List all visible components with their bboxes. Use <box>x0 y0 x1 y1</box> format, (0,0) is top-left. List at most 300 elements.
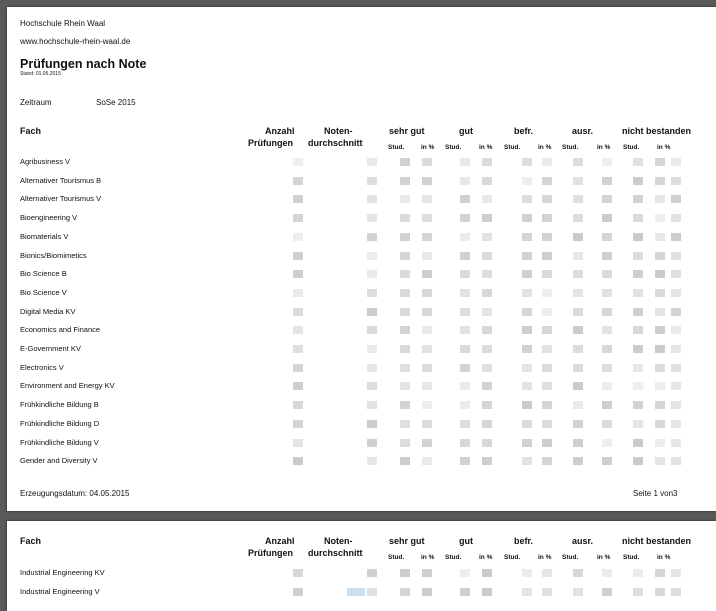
redacted-value-cell <box>422 326 432 334</box>
redacted-value-cell <box>482 177 492 185</box>
redacted-value-cell <box>671 270 681 278</box>
redacted-value-cell <box>671 326 681 334</box>
subheader-stud: Stud. <box>504 554 521 561</box>
redacted-value-cell <box>293 588 303 596</box>
redacted-value-cell <box>633 401 643 409</box>
col-befr: befr. <box>514 126 534 136</box>
redacted-value-cell <box>655 308 665 316</box>
redacted-value-cell <box>482 158 492 166</box>
redacted-value-cell <box>573 439 583 447</box>
redacted-value-cell <box>542 270 552 278</box>
redacted-value-cell <box>602 382 612 390</box>
redacted-value-cell <box>522 345 532 353</box>
redacted-value-cell <box>602 308 612 316</box>
redacted-value-cell <box>293 233 303 241</box>
row-fach-label: Industrial Engineering KV <box>20 568 105 577</box>
redacted-value-cell <box>671 382 681 390</box>
redacted-value-cell <box>671 177 681 185</box>
redacted-value-cell <box>633 289 643 297</box>
col-anzahl-line2: Prüfungen <box>248 548 293 558</box>
redacted-value-cell <box>460 588 470 596</box>
redacted-value-cell <box>655 195 665 203</box>
redacted-value-cell <box>422 588 432 596</box>
subheader-pct: in % <box>538 144 552 151</box>
redacted-value-cell <box>573 270 583 278</box>
redacted-value-cell <box>671 158 681 166</box>
redacted-value-cell <box>602 289 612 297</box>
redacted-value-cell <box>542 588 552 596</box>
redacted-value-cell <box>655 382 665 390</box>
redacted-value-cell <box>633 420 643 428</box>
redacted-value-cell <box>460 382 470 390</box>
col-sehr-gut: sehr gut <box>389 126 425 136</box>
subheader-pct: in % <box>657 144 671 151</box>
redacted-value-cell <box>655 569 665 577</box>
row-fach-label: Digital Media KV <box>20 306 76 316</box>
redacted-value-cell <box>422 252 432 260</box>
redacted-value-cell <box>655 588 665 596</box>
row-fach-label: Biomaterials V <box>20 231 69 241</box>
redacted-value-cell <box>367 569 377 577</box>
col-fach: Fach <box>20 126 42 136</box>
redacted-value-cell <box>482 382 492 390</box>
redacted-value-cell <box>542 439 552 447</box>
row-fach-label: Frühkindliche Bildung D <box>20 418 100 428</box>
redacted-value-cell <box>573 569 583 577</box>
redacted-value-cell <box>655 289 665 297</box>
redacted-value-cell <box>671 569 681 577</box>
col-ausr: ausr. <box>572 126 594 136</box>
redacted-value-cell <box>293 401 303 409</box>
subheader-stud: Stud. <box>562 554 579 561</box>
redacted-value-cell <box>367 439 377 447</box>
redacted-value-cell <box>655 401 665 409</box>
redacted-value-cell <box>671 401 681 409</box>
redacted-value-cell <box>633 364 643 372</box>
redacted-value-cell <box>367 308 377 316</box>
redacted-value-cell <box>573 214 583 222</box>
redacted-value-cell <box>460 195 470 203</box>
redacted-value-cell <box>602 158 612 166</box>
redacted-value-cell <box>422 382 432 390</box>
redacted-value-cell <box>602 439 612 447</box>
redacted-value-cell <box>400 439 410 447</box>
redacted-value-cell <box>522 214 532 222</box>
redacted-value-cell <box>422 345 432 353</box>
redacted-value-cell <box>522 420 532 428</box>
row-fach-label: Frühkindliche Bildung V <box>20 437 99 447</box>
highlighted-value-cell <box>347 588 365 596</box>
report-page-1 <box>7 7 716 511</box>
redacted-value-cell <box>400 364 410 372</box>
redacted-value-cell <box>367 177 377 185</box>
redacted-value-cell <box>460 233 470 241</box>
subheader-stud: Stud. <box>388 144 405 151</box>
row-fach-label: Economics and Finance <box>20 325 101 335</box>
redacted-value-cell <box>633 177 643 185</box>
subheader-pct: in % <box>479 554 493 561</box>
redacted-value-cell <box>422 420 432 428</box>
redacted-value-cell <box>542 195 552 203</box>
redacted-value-cell <box>460 308 470 316</box>
redacted-value-cell <box>522 195 532 203</box>
redacted-value-cell <box>573 420 583 428</box>
redacted-value-cell <box>602 364 612 372</box>
redacted-value-cell <box>400 195 410 203</box>
redacted-value-cell <box>482 569 492 577</box>
redacted-value-cell <box>573 308 583 316</box>
redacted-value-cell <box>422 233 432 241</box>
redacted-value-cell <box>400 326 410 334</box>
redacted-value-cell <box>633 308 643 316</box>
row-fach-label: Environment and Energy KV <box>20 381 115 391</box>
redacted-value-cell <box>633 569 643 577</box>
redacted-value-cell <box>400 233 410 241</box>
redacted-value-cell <box>422 195 432 203</box>
redacted-value-cell <box>671 588 681 596</box>
subheader-pct: in % <box>421 554 435 561</box>
redacted-value-cell <box>522 569 532 577</box>
redacted-value-cell <box>293 195 303 203</box>
redacted-value-cell <box>633 439 643 447</box>
subheader-stud: Stud. <box>623 144 640 151</box>
redacted-value-cell <box>573 382 583 390</box>
redacted-value-cell <box>293 420 303 428</box>
redacted-value-cell <box>602 270 612 278</box>
col-fach: Fach <box>20 536 42 546</box>
row-fach-label: Gender and Diversity V <box>20 456 98 466</box>
col-ausr: ausr. <box>572 536 594 546</box>
subheader-pct: in % <box>597 554 611 561</box>
redacted-value-cell <box>655 326 665 334</box>
row-fach-label: Frühkindliche Bildung B <box>20 400 99 410</box>
col-noten: Noten- <box>324 536 353 546</box>
redacted-value-cell <box>460 457 470 465</box>
redacted-value-cell <box>602 233 612 241</box>
redacted-value-cell <box>671 345 681 353</box>
redacted-value-cell <box>542 289 552 297</box>
redacted-value-cell <box>542 345 552 353</box>
redacted-value-cell <box>367 457 377 465</box>
redacted-value-cell <box>522 382 532 390</box>
redacted-value-cell <box>602 420 612 428</box>
redacted-value-cell <box>367 270 377 278</box>
redacted-value-cell <box>573 233 583 241</box>
subheader-stud: Stud. <box>562 144 579 151</box>
report-page-2 <box>7 521 716 611</box>
redacted-value-cell <box>573 401 583 409</box>
redacted-value-cell <box>367 401 377 409</box>
redacted-value-cell <box>422 439 432 447</box>
page-number: Seite 1 von3 <box>633 489 678 498</box>
report-title: Prüfungen nach Note <box>20 57 147 71</box>
subheader-pct: in % <box>597 144 611 151</box>
redacted-value-cell <box>542 177 552 185</box>
row-fach-label: Industrial Engineering V <box>20 586 100 596</box>
redacted-value-cell <box>522 177 532 185</box>
redacted-value-cell <box>633 214 643 222</box>
redacted-value-cell <box>422 308 432 316</box>
row-fach-label: Bioengineering V <box>20 213 78 223</box>
col-anzahl-line2: Prüfungen <box>248 138 293 148</box>
col-befr: befr. <box>514 536 534 546</box>
redacted-value-cell <box>542 214 552 222</box>
redacted-value-cell <box>422 401 432 409</box>
col-nicht-bestanden: nicht bestanden <box>622 536 692 546</box>
redacted-value-cell <box>400 345 410 353</box>
row-fach-label: Bionics/Biomimetics <box>20 250 87 260</box>
redacted-value-cell <box>400 158 410 166</box>
redacted-value-cell <box>602 588 612 596</box>
redacted-value-cell <box>460 177 470 185</box>
col-anzahl: Anzahl <box>265 536 295 546</box>
redacted-value-cell <box>655 177 665 185</box>
redacted-value-cell <box>460 289 470 297</box>
redacted-value-cell <box>655 364 665 372</box>
redacted-value-cell <box>293 439 303 447</box>
redacted-value-cell <box>482 420 492 428</box>
redacted-value-cell <box>482 588 492 596</box>
subheader-pct: in % <box>421 144 435 151</box>
redacted-value-cell <box>522 439 532 447</box>
stand-date: Stand: 01.05.2015 <box>20 71 61 77</box>
redacted-value-cell <box>367 588 377 596</box>
redacted-value-cell <box>573 195 583 203</box>
redacted-value-cell <box>367 345 377 353</box>
subheader-pct: in % <box>479 144 493 151</box>
redacted-value-cell <box>367 382 377 390</box>
redacted-value-cell <box>633 588 643 596</box>
redacted-value-cell <box>633 233 643 241</box>
redacted-value-cell <box>602 214 612 222</box>
redacted-value-cell <box>482 214 492 222</box>
redacted-value-cell <box>573 158 583 166</box>
redacted-value-cell <box>522 158 532 166</box>
redacted-value-cell <box>482 345 492 353</box>
redacted-value-cell <box>633 252 643 260</box>
redacted-value-cell <box>422 289 432 297</box>
redacted-value-cell <box>671 233 681 241</box>
redacted-value-cell <box>422 364 432 372</box>
redacted-value-cell <box>671 308 681 316</box>
col-noten-line2: durchschnitt <box>308 138 363 148</box>
redacted-value-cell <box>573 289 583 297</box>
redacted-value-cell <box>400 177 410 185</box>
redacted-value-cell <box>522 326 532 334</box>
redacted-value-cell <box>655 233 665 241</box>
redacted-value-cell <box>482 270 492 278</box>
redacted-value-cell <box>460 439 470 447</box>
redacted-value-cell <box>400 569 410 577</box>
redacted-value-cell <box>542 252 552 260</box>
redacted-value-cell <box>573 588 583 596</box>
redacted-value-cell <box>293 177 303 185</box>
redacted-value-cell <box>482 401 492 409</box>
redacted-value-cell <box>400 401 410 409</box>
redacted-value-cell <box>573 364 583 372</box>
redacted-value-cell <box>482 233 492 241</box>
subheader-stud: Stud. <box>504 144 521 151</box>
redacted-value-cell <box>422 270 432 278</box>
redacted-value-cell <box>460 364 470 372</box>
redacted-value-cell <box>573 177 583 185</box>
redacted-value-cell <box>655 457 665 465</box>
redacted-value-cell <box>293 158 303 166</box>
redacted-value-cell <box>633 326 643 334</box>
org-url: www.hochschule-rhein-waal.de <box>20 37 131 46</box>
col-anzahl: Anzahl <box>265 126 295 136</box>
subheader-pct: in % <box>538 554 552 561</box>
row-fach-label: Electronics V <box>20 362 64 372</box>
redacted-value-cell <box>522 401 532 409</box>
redacted-value-cell <box>400 308 410 316</box>
redacted-value-cell <box>671 214 681 222</box>
redacted-value-cell <box>671 439 681 447</box>
redacted-value-cell <box>482 364 492 372</box>
redacted-value-cell <box>460 569 470 577</box>
redacted-value-cell <box>400 270 410 278</box>
creation-date: Erzeugungsdatum: 04.05.2015 <box>20 489 130 498</box>
redacted-value-cell <box>400 420 410 428</box>
redacted-value-cell <box>293 326 303 334</box>
redacted-value-cell <box>482 439 492 447</box>
redacted-value-cell <box>671 364 681 372</box>
redacted-value-cell <box>400 252 410 260</box>
redacted-value-cell <box>602 195 612 203</box>
redacted-value-cell <box>655 252 665 260</box>
redacted-value-cell <box>542 233 552 241</box>
redacted-value-cell <box>602 401 612 409</box>
redacted-value-cell <box>542 308 552 316</box>
redacted-value-cell <box>671 457 681 465</box>
redacted-value-cell <box>293 364 303 372</box>
redacted-value-cell <box>293 289 303 297</box>
redacted-value-cell <box>367 420 377 428</box>
redacted-value-cell <box>542 420 552 428</box>
redacted-value-cell <box>522 364 532 372</box>
redacted-value-cell <box>460 252 470 260</box>
redacted-value-cell <box>671 195 681 203</box>
col-gut: gut <box>459 536 473 546</box>
redacted-value-cell <box>400 382 410 390</box>
redacted-value-cell <box>671 252 681 260</box>
redacted-value-cell <box>482 289 492 297</box>
redacted-value-cell <box>293 382 303 390</box>
row-fach-label: Alternativer Tourismus B <box>20 175 102 185</box>
redacted-value-cell <box>573 252 583 260</box>
redacted-value-cell <box>542 382 552 390</box>
subheader-stud: Stud. <box>623 554 640 561</box>
redacted-value-cell <box>367 233 377 241</box>
redacted-value-cell <box>522 308 532 316</box>
redacted-value-cell <box>367 364 377 372</box>
redacted-value-cell <box>671 289 681 297</box>
redacted-value-cell <box>460 214 470 222</box>
subheader-stud: Stud. <box>388 554 405 561</box>
col-noten-line2: durchschnitt <box>308 548 363 558</box>
redacted-value-cell <box>367 158 377 166</box>
redacted-value-cell <box>522 252 532 260</box>
redacted-value-cell <box>522 233 532 241</box>
redacted-value-cell <box>460 158 470 166</box>
redacted-value-cell <box>573 345 583 353</box>
redacted-value-cell <box>633 158 643 166</box>
redacted-value-cell <box>422 214 432 222</box>
redacted-value-cell <box>542 457 552 465</box>
redacted-value-cell <box>367 326 377 334</box>
redacted-value-cell <box>602 457 612 465</box>
redacted-value-cell <box>367 252 377 260</box>
redacted-value-cell <box>602 569 612 577</box>
redacted-value-cell <box>367 289 377 297</box>
redacted-value-cell <box>542 364 552 372</box>
subheader-stud: Stud. <box>445 144 462 151</box>
redacted-value-cell <box>482 308 492 316</box>
col-nicht-bestanden: nicht bestanden <box>622 126 692 136</box>
redacted-value-cell <box>522 588 532 596</box>
col-gut: gut <box>459 126 473 136</box>
redacted-value-cell <box>655 345 665 353</box>
redacted-value-cell <box>655 214 665 222</box>
col-noten: Noten- <box>324 126 353 136</box>
row-fach-label: E-Government KV <box>20 344 81 353</box>
redacted-value-cell <box>460 420 470 428</box>
redacted-value-cell <box>522 457 532 465</box>
redacted-value-cell <box>633 457 643 465</box>
redacted-value-cell <box>400 289 410 297</box>
redacted-value-cell <box>655 420 665 428</box>
redacted-value-cell <box>671 420 681 428</box>
redacted-value-cell <box>542 569 552 577</box>
redacted-value-cell <box>293 270 303 278</box>
redacted-value-cell <box>482 457 492 465</box>
zeitraum-value: SoSe 2015 <box>96 98 136 107</box>
redacted-value-cell <box>293 345 303 353</box>
redacted-value-cell <box>460 326 470 334</box>
redacted-value-cell <box>655 270 665 278</box>
redacted-value-cell <box>367 195 377 203</box>
redacted-value-cell <box>602 326 612 334</box>
redacted-value-cell <box>460 345 470 353</box>
redacted-value-cell <box>522 270 532 278</box>
redacted-value-cell <box>573 457 583 465</box>
redacted-value-cell <box>522 289 532 297</box>
col-sehr-gut: sehr gut <box>389 536 425 546</box>
row-fach-label: Agribusiness V <box>20 157 71 166</box>
redacted-value-cell <box>422 158 432 166</box>
redacted-value-cell <box>602 177 612 185</box>
redacted-value-cell <box>633 382 643 390</box>
redacted-value-cell <box>293 569 303 577</box>
redacted-value-cell <box>400 457 410 465</box>
subheader-stud: Stud. <box>445 554 462 561</box>
redacted-value-cell <box>460 270 470 278</box>
redacted-value-cell <box>602 345 612 353</box>
row-fach-label: Bio Science B <box>20 269 67 279</box>
redacted-value-cell <box>482 252 492 260</box>
redacted-value-cell <box>633 195 643 203</box>
redacted-value-cell <box>460 401 470 409</box>
redacted-value-cell <box>655 158 665 166</box>
redacted-value-cell <box>293 214 303 222</box>
row-fach-label: Bio Science V <box>20 287 67 297</box>
redacted-value-cell <box>293 308 303 316</box>
redacted-value-cell <box>573 326 583 334</box>
redacted-value-cell <box>482 326 492 334</box>
redacted-value-cell <box>422 177 432 185</box>
redacted-value-cell <box>367 214 377 222</box>
org-name: Hochschule Rhein Waal <box>20 19 106 28</box>
